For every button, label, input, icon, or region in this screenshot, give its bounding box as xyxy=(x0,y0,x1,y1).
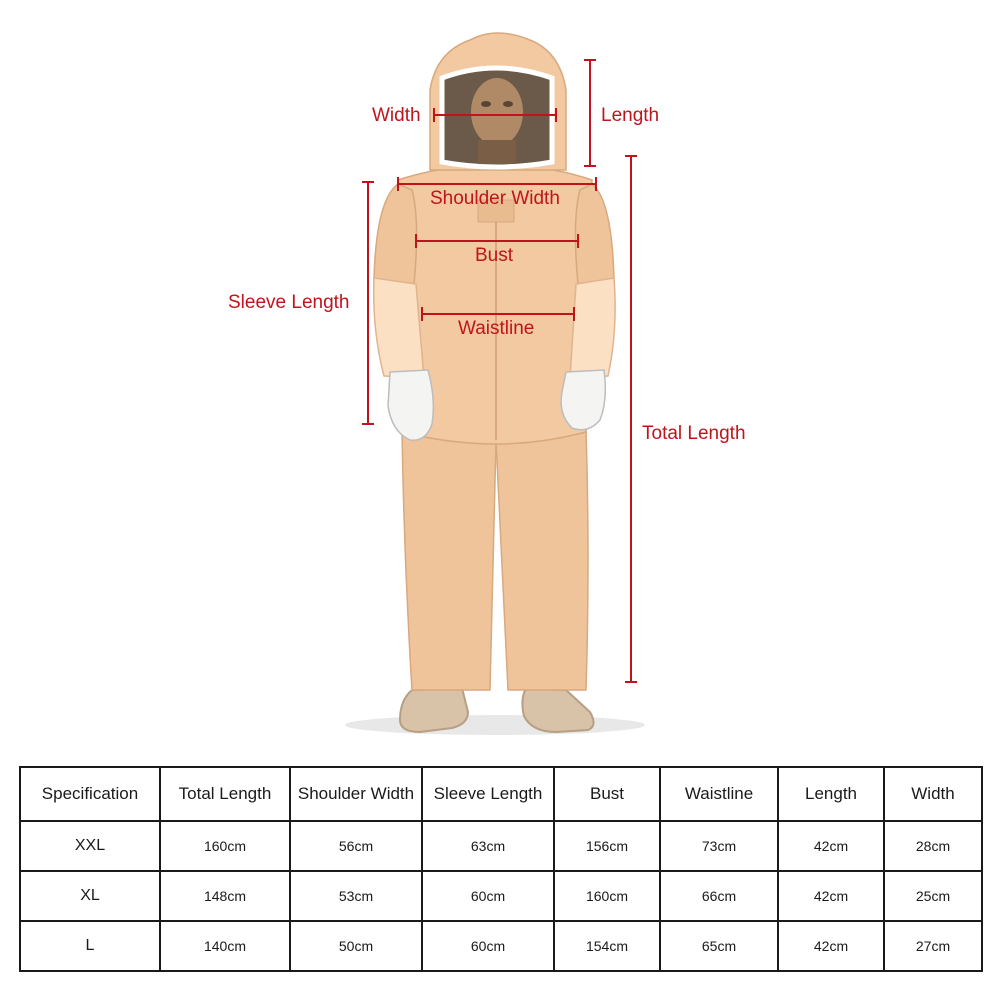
table-cell: 154cm xyxy=(554,921,660,971)
table-cell: 73cm xyxy=(660,821,778,871)
label-shoulder-width: Shoulder Width xyxy=(430,188,560,209)
size-specification-table xyxy=(19,766,983,972)
header-total-length: Total Length xyxy=(160,767,290,821)
header-specification: Specification xyxy=(20,767,160,821)
header-waistline: Waistline xyxy=(660,767,778,821)
table-cell: 63cm xyxy=(422,821,554,871)
table-cell: 27cm xyxy=(884,921,982,971)
label-width: Width xyxy=(372,105,421,126)
table-row xyxy=(20,921,982,971)
table-cell: 60cm xyxy=(422,871,554,921)
table-row xyxy=(20,871,982,921)
table-cell: 50cm xyxy=(290,921,422,971)
header-bust: Bust xyxy=(554,767,660,821)
table-header-row xyxy=(20,767,982,821)
table-cell: 42cm xyxy=(778,821,884,871)
table-cell: 53cm xyxy=(290,871,422,921)
table-cell: 140cm xyxy=(160,921,290,971)
table-cell: 56cm xyxy=(290,821,422,871)
table-cell: 42cm xyxy=(778,921,884,971)
suit-legs xyxy=(402,430,588,690)
label-waistline: Waistline xyxy=(458,318,535,339)
label-total-length: Total Length xyxy=(642,423,746,444)
table-cell: 65cm xyxy=(660,921,778,971)
header-shoulder-width: Shoulder Width xyxy=(290,767,422,821)
table-cell: 42cm xyxy=(778,871,884,921)
table-cell: 66cm xyxy=(660,871,778,921)
table-cell: 25cm xyxy=(884,871,982,921)
table-cell: 28cm xyxy=(884,821,982,871)
table-cell: 60cm xyxy=(422,921,554,971)
header-sleeve-length: Sleeve Length xyxy=(422,767,554,821)
label-bust: Bust xyxy=(475,245,514,266)
table-cell: 160cm xyxy=(554,871,660,921)
label-sleeve-length: Sleeve Length xyxy=(228,292,350,313)
table-cell: 156cm xyxy=(554,821,660,871)
table-cell: 148cm xyxy=(160,871,290,921)
table-cell: XXL xyxy=(20,821,160,871)
header-width: Width xyxy=(884,767,982,821)
table-cell: XL xyxy=(20,871,160,921)
table-cell: 160cm xyxy=(160,821,290,871)
table-row xyxy=(20,821,982,871)
header-length: Length xyxy=(778,767,884,821)
label-length: Length xyxy=(601,105,660,126)
table-cell: L xyxy=(20,921,160,971)
